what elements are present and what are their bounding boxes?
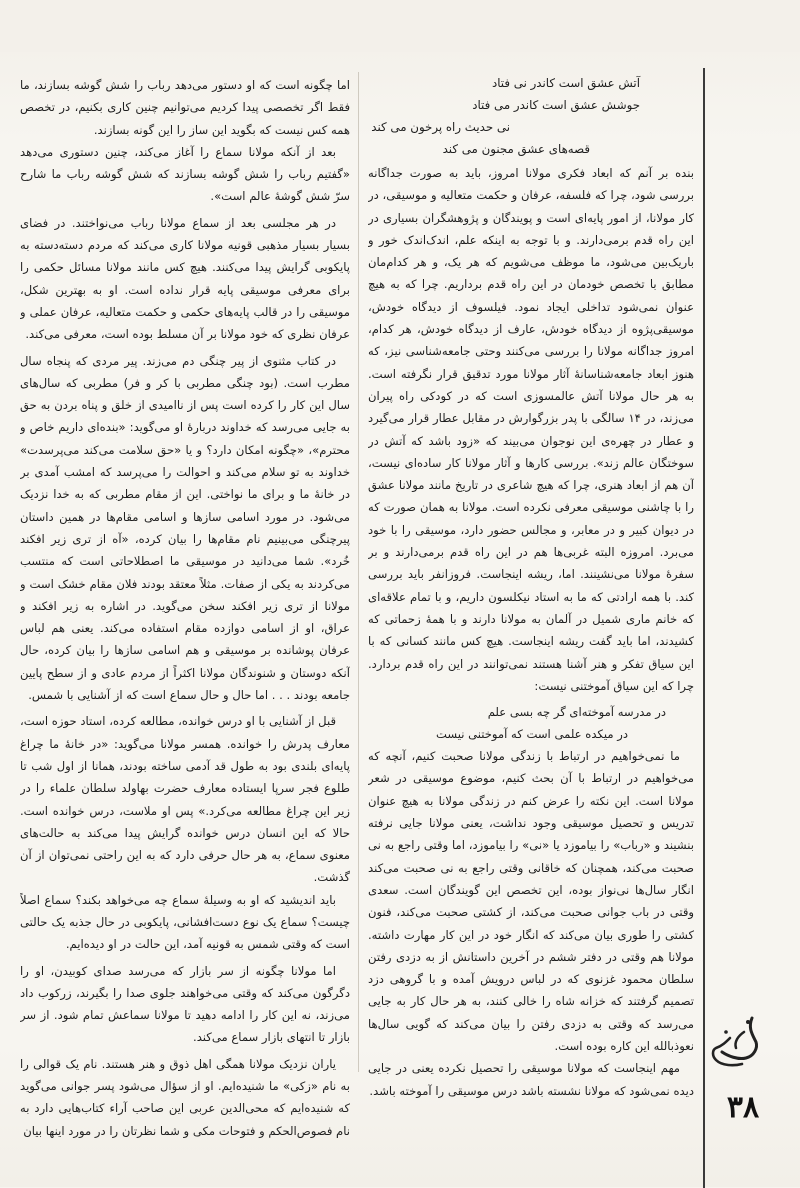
body-paragraph: مهم اینجاست که مولانا موسیقی را تحصیل نکرده یعنی در جایی دیده نمی‌شود که مولانا نشسته باشد درس موسیقی را آموخته باشد. [368,1061,694,1098]
poem-verse-1: آتش عشق است کاندر نی فتاد [491,76,640,90]
margin-rule [703,68,705,1188]
body-paragraph: ما نمی‌خواهیم در ارتباط با زندگی مولانا صحبت کنیم، آنچه که می‌خواهیم در ارتباط با آن بحث کنیم، موضوع موسیقی در شعر مولانا است. این نکته را عرض کنم در زندگی مولانا به هیچ عنوان تدریس و تحصیل موسیقی وجود نداشت، یعنی مولانا جایی نرفته بنشیند و «رباب» را بیاموزد یا «نی» را بیاموزد، اما وقتی راجع به نی صحبت می‌کند، همچنان که خاقانی وقتی راجع به نی صحبت می‌کند انگار سال‌ها نی‌نواز بوده، این تخصص این گویندگان است. سعدی وقتی در باب جوانی صحبت می‌کند، از کشتی صحبت می‌کند، فنون کشتی را طوری بیان می‌کند که انگار خود در این کار مهارت داشته. مولانا هم وقتی در دفتر ششم در آخرین داستانش از به دزدی رفتن سلطان محمود غزنوی که در لباس درویش آمده و با گروهی دزد تصمیم گرفتند که خزانه شاه را خالی کنند، به هر حال کار به جایی می‌رسد که وقتی به دزدی رفتن را بیان می‌کند که گویی سال‌ها نعوذبالله این کاره بوده است. [368,749,694,1053]
opening-poem [368,72,694,160]
poem-verse-2: جوشش عشق است کاندر می فتاد [472,98,640,112]
poem-verse-4: قصه‌های عشق مجنون می کند [442,142,590,156]
body-paragraph: یاران نزدیک مولانا همگی اهل ذوق و هنر هستند. نام یک قوالی را به نام «زکی» ما شنیده‌ایم. او از سؤال می‌شود پسر جوانی می‌گوید که شنیده‌ایم که محی‌الدین عربی این صاحب آراء کتاب‌هایی دارد به نام فصوص‌الحکم و فتوحات مکی و شما نظرتان را در مورد اینها بیان [20,1056,350,1138]
body-paragraph: اما چگونه است که او دستور می‌دهد رباب را شش گوشه بسازند، ما فقط اگر تخصصی پیدا کردیم می‌توانیم چنین کاری بکنیم، در تخصص همه کس نیست که بگوید این ساز را این گونه بسازند. [20,78,350,137]
quoted-poem [368,701,694,745]
kerman-logo [708,1012,764,1072]
body-paragraph: قبل از آشنایی با او درس خوانده، مطالعه کرده، استاد حوزه است، معارف پدرش را خوانده. همسر مولانا می‌گوید: «در خانهٔ ما چراغ پایه‌ای بلندی بود به طول قد آدمی ساخته بودند، همانا از اول شب تا طلوع فجر سرپا ایستاده معارف حضرت بهاولد سلطان علماء را در زیر این چراغ مطالعه می‌کرد.» پس او ملاست، درس خوانده است. حالا که این انسان درس خوانده گرایش پیدا می‌کند به حالت‌های معنوی سماع، به هر حال حرفی دارد که به این راحتی نمی‌توان از آن گذشت. [20,714,350,885]
body-paragraph: باید اندیشید که او به وسیلهٔ سماع چه می‌خواهد بکند؟ سماع اصلاً چیست؟ سماع یک نوع دست‌افشانی، پایکوبی در حال جذبه یک حالتی است که وقتی شمس به قونیه آمد، این حالت در او دیده‌ایم. [20,892,350,952]
header-strip [0,0,800,52]
column-divider [358,72,359,1072]
body-paragraph: بعد از آنکه مولانا سماع را آغاز می‌کند، چنین دستوری می‌دهد «گفتیم رباب را شش گوشه بسازند که شش گوشه رباب ما شارح سرّ شش گوشهٔ عالم است». [20,144,350,204]
body-paragraph: اما مولانا چگونه از سر بازار که می‌رسد صدای کوبیدن، او را دگرگون می‌کند که وقتی می‌خواهند جلوی صدا را بگیرند، زرکوب داد می‌زند، نه این کار را ادامه دهید تا مولانا سماعش تمام شود. از سر بازار تا انتهای بازار سماع می‌کند. [20,963,350,1045]
page-number: ۳۸ [726,1090,760,1125]
poem-verse-3: نی حدیث راه پرخون می کند [371,120,510,134]
body-paragraph: بنده بر آنم که ابعاد فکری مولانا امروز، باید به صورت جداگانه بررسی شود، چرا که فلسفه، عرفان و حکمت متعالیه و موسیقی، در کار مولانا، از امور پایه‌ای است و پویندگان و پژوهشگران بسیاری در این راه قدم برمی‌دارند. و با توجه به اینکه علم، اندک‌اندک خور و باریک‌بین می‌شود، ما موظف می‌شویم که هر یک، و هر کدام‌مان مطابق با تخصص خودمان در این راه قدم برداریم. چرا که به هیچ عنوان نمی‌شود تداخلی ایجاد نمود. فیلسوف از دیدگاه خودش، موسیقی‌پژوه از دیدگاه خودش، عارف از دیدگاه خودش، هر کدام، امروز جداگانه مولانا را بررسی می‌کنند وحتی جامعه‌شناسی نیز، که هنوز ابعاد جامعه‌شناسانهٔ آثار مولانا مورد تدقیق قرار نگرفته است. به هر حال مولانا آتش عالمسوزی است که در کودکی راه پیران می‌زند، در ۱۴ سالگی با پدر بزرگوارش در مقابل عطار قرار می‌گیرد و عطار در چهره‌ی این نوجوان می‌بیند که «زود باشد که آتش در سوختگان عالم زند». بررسی کارها و آثار مولانا کار ساده‌ای نیست، آن هم از ابعاد هنری، چرا که هیچ شاعری در تاریخ مانند مولانا عشق را با چاشنی موسیقی معرفی نکرده است. مولانا به همان صورت که در دیوان کبیر و در معابر، و مجالس حضور دارد، موسیقی را با خود می‌برد. امروزه البته غربی‌ها هم در این راه قدم برمی‌دارند و بر سفرهٔ مولانا می‌نشینند. اما، ریشه اینجاست. فروزانفر باید بررسی کند. با همه ارادتی که ما به استاد نیکلسون داریم، و با تمام علاقه‌ای که خانم ماری شمیل در آلمان به مولانا دارند و با همهٔ زحماتی که کشیدند، اما باید گفت ریشه اینجاست. هیچ کس مانند کسانی که با این سیاق تفکر و هنر آشنا هستند نمی‌توانند در این راه قدم بردارد. چرا که این سیاق آموختنی نیست: [368,166,694,693]
quoted-poem-verse-2: در میکده علمی است که آموختنی نیست [435,727,628,742]
left-column [20,74,350,1142]
body-paragraph: در هر مجلسی بعد از سماع مولانا رباب می‌نواختند. در فضای بسیار بسیار مذهبی قونیه مولانا کاری می‌کند که مردم دسته‌دسته به پایکوبی گرایش پیدا می‌کنند. هیچ کس مانند مولانا مسائل حکمی را برای معرفی موسیقی پایه قرار نداده است. او به بهترین شکل، موسیقی را در قالب پایه‌های حکمی و حکمت متعالیه، عرفان عملی و عرفان نظری که خود مولانا بر آن مسلط بوده است، معرفی می‌کند. [20,215,350,342]
body-paragraph: در کتاب مثنوی از پیر چنگی دم می‌زند. پیر مردی که پنجاه سال مطرب است. (بود چنگی مطربی با کر و فر) مطربی که سال‌های سال این کار را کرده است پس از ناامیدی از خلق و پناه بردن به حق به جایی می‌رسد که خداوند دربارهٔ او می‌گوید: «بنده‌ای داریم خاص و محترم»، «چگونه امکان دارد؟ و یا «حق سلامت می‌کند می‌پرسدت» خداوند به تو سلام می‌کند و احوالت را می‌پرسد که امشب آمدی بر در خانهٔ ما و برای ما نواختی. این از مقام مطربی که به خدا نزدیک می‌شود. در مورد اسامی سازها و اسامی مقام‌ها در همین داستان پیرچنگی می‌بینیم نام مقام‌ها را بیان کرده، «آه از تری زیر افکند خُرد». شما می‌دانید در موسیقی ما اصطلاحاتی است که منتسب می‌کردند به یکی از صفات. مثلاً معتقد بودند فلان مقام خشک است و مولانا از تری زیر افکند سخن می‌گوید. در اشاره به زیر افکند و عراق، او از اسامی دوازده مقام استفاده می‌کند. یعنی هم لباس عرفان پوشانده بر موسیقی و هم اسامی سازها را بیان کرده، حال آنکه دوستان و شنوندگان مولانا اکثراً از مردم عادی و از سطح پایین جامعه بودند . . . اما حال و حال سماع است که از آشنایی با شمس. [20,353,350,703]
quoted-poem-verse-1: در مدرسه آموخته‌ای گر چه بسی علم [487,705,666,720]
right-column [368,72,694,1102]
